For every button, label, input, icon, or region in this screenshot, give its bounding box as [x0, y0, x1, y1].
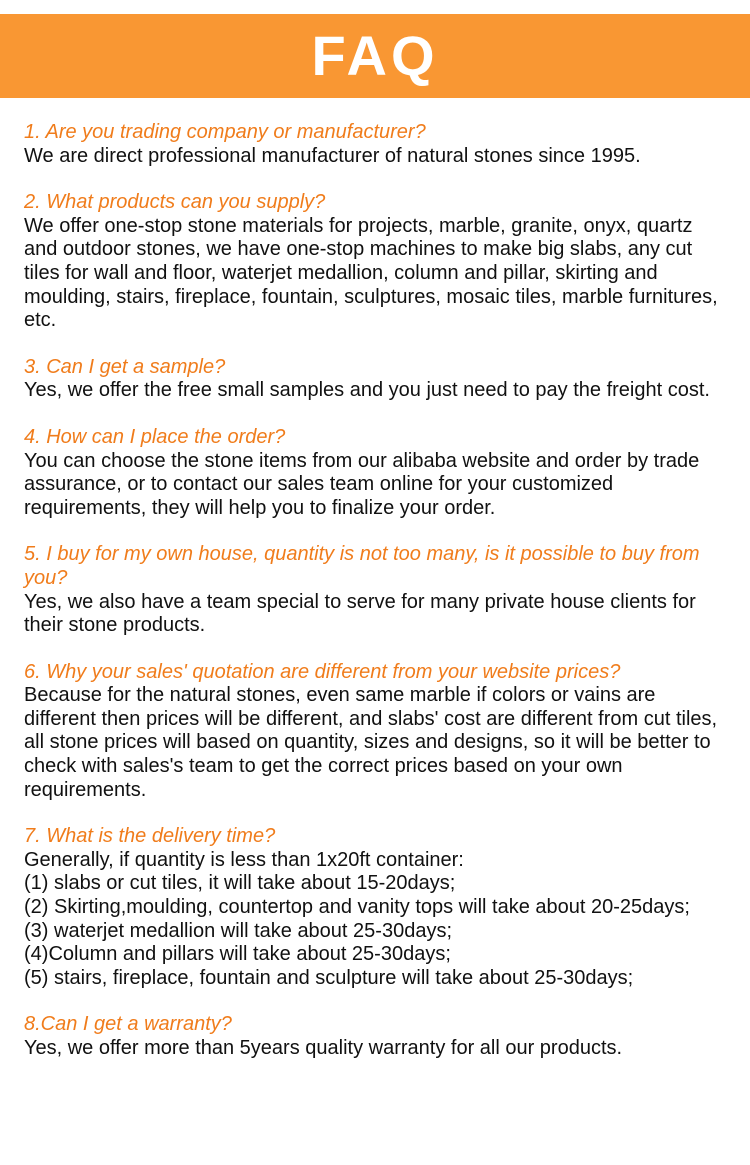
- faq-answer-line: (1) slabs or cut tiles, it will take about 15-20days;: [24, 872, 456, 895]
- faq-item: [24, 543, 724, 637]
- faq-question: 5. I buy for my own house, quantity is not too many, is it possible to buy from you?: [24, 543, 700, 589]
- faq-question: 3. Can I get a sample?: [24, 355, 226, 378]
- page-title: FAQ: [311, 24, 439, 87]
- faq-question: 2. What products can you supply?: [24, 191, 326, 214]
- faq-question: 6. Why your sales' quotation are different from your website prices?: [24, 660, 621, 683]
- faq-answer: Yes, we also have a team special to serve for many private house clients for their stone products.: [24, 590, 696, 637]
- faq-answer: Yes, we offer the free small samples and you just need to pay the freight cost.: [24, 379, 710, 402]
- faq-answer-line: (5) stairs, fireplace, fountain and sculpture will take about 25-30days;: [24, 966, 634, 989]
- faq-item: [24, 121, 724, 168]
- faq-item: [24, 825, 724, 990]
- faq-question: 7. What is the delivery time?: [24, 825, 276, 848]
- faq-answer-line: Generally, if quantity is less than 1x20ft container:: [24, 848, 464, 871]
- faq-item: [24, 191, 724, 333]
- faq-header-banner: [0, 14, 750, 98]
- faq-question: 8.Can I get a warranty?: [24, 1013, 232, 1036]
- faq-answer-line: (3) waterjet medallion will take about 25-30days;: [24, 919, 452, 942]
- faq-answer: Yes, we offer more than 5years quality warranty for all our products.: [24, 1037, 623, 1059]
- faq-answer-line: (2) Skirting,moulding, countertop and vanity tops will take about 20-25days;: [24, 896, 690, 919]
- faq-question: 4. How can I place the order?: [24, 425, 286, 448]
- faq-answer: Because for the natural stones, even same marble if colors or vains are different then prices will be different, and slabs' cost are different from cut tiles, all stone prices will based on quantity, sizes and designs, so it will be better to check with sales's team to get the correct prices based on your own requirements.: [24, 684, 718, 801]
- faq-answer: We offer one-stop stone materials for projects, marble, granite, onyx, quartz and outdoor stones, we have one-stop machines to make big slabs, any cut tiles for wall and floor, waterjet medallion, column and pillar, skirting and moulding, stairs, fireplace, fountain, sculptures, mosaic tiles, marble furnitures, etc.: [24, 214, 718, 332]
- faq-item: [24, 426, 724, 520]
- faq-item: [24, 661, 724, 803]
- faq-list: [24, 121, 724, 1084]
- faq-answer: We are direct professional manufacturer of natural stones since 1995.: [24, 144, 641, 167]
- faq-item: [24, 1013, 724, 1060]
- faq-item: [24, 356, 724, 403]
- faq-question: 1. Are you trading company or manufacturer?: [24, 121, 426, 143]
- faq-answer: You can choose the stone items from our alibaba website and order by trade assurance, or to contact our sales team online for your customized requirements, they will help you to finalize your order.: [24, 449, 700, 519]
- faq-answer-line: (4)Column and pillars will take about 25-30days;: [24, 943, 451, 966]
